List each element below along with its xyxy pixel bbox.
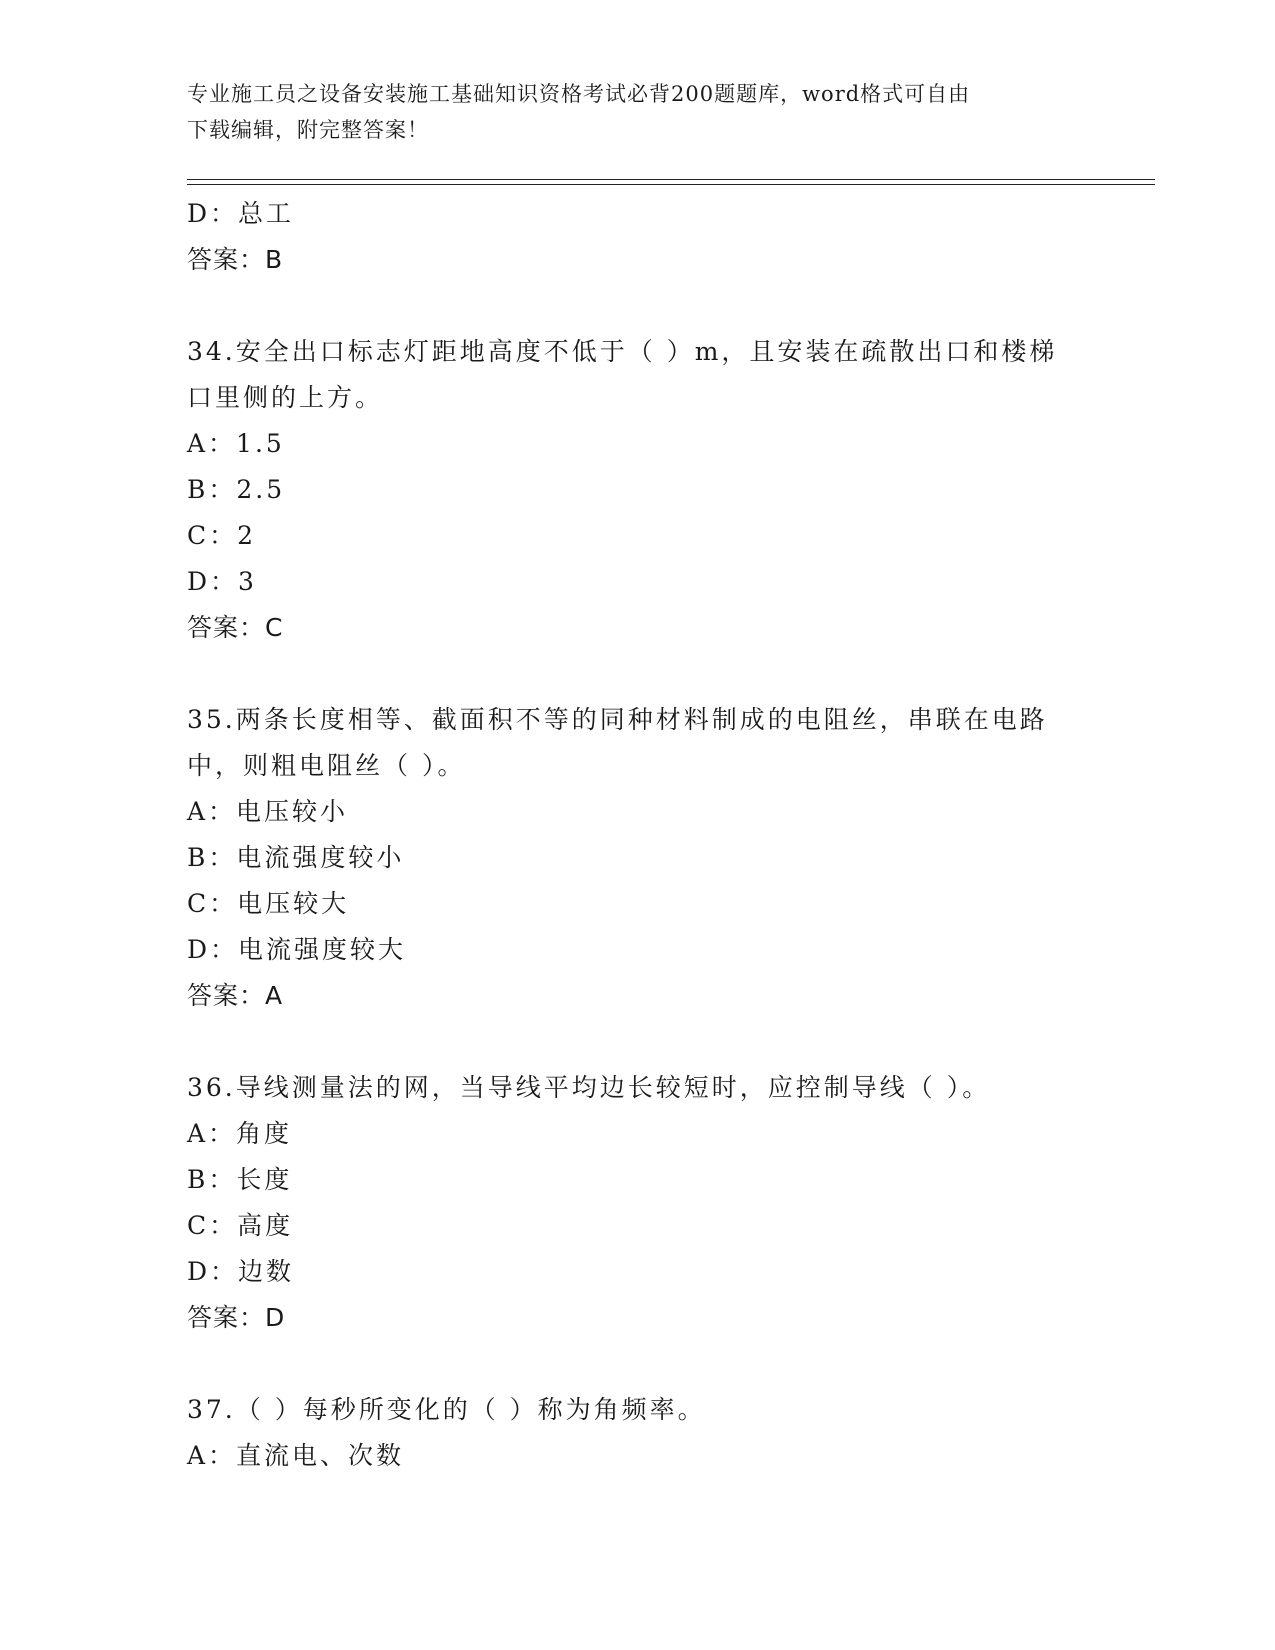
question-35	[187, 697, 1087, 1019]
option-b: B：长度	[187, 1165, 293, 1194]
option-b: B：2.5	[187, 475, 286, 504]
question-stem-cont: 口里侧的上方。	[187, 383, 384, 412]
option-a: A：电压较小	[187, 797, 349, 826]
header-rule-bottom	[187, 184, 1155, 185]
question-37	[187, 1387, 1087, 1479]
header-line-2: 下载编辑，附完整答案！	[187, 118, 429, 142]
option-a: A：直流电、次数	[187, 1441, 405, 1470]
question-stem: 35.两条长度相等、截面积不等的同种材料制成的电阻丝，串联在电路	[187, 705, 1048, 734]
question-stem: 34.安全出口标志灯距地高度不低于（ ）m，且安装在疏散出口和楼梯	[187, 337, 1058, 366]
prev-answer: 答案：B	[187, 245, 284, 274]
header-line-1: 专业施工员之设备安装施工基础知识资格考试必背200题题库，word格式可自由	[187, 82, 971, 106]
option-d: D：电流强度较大	[187, 935, 407, 964]
option-b: B：电流强度较小	[187, 843, 405, 872]
header-rule-top	[187, 179, 1155, 180]
question-36	[187, 1065, 1087, 1341]
question-34	[187, 329, 1087, 651]
spacer	[187, 283, 1087, 329]
option-d: D：3	[187, 567, 257, 596]
option-c: C：高度	[187, 1211, 294, 1240]
answer: 答案：A	[187, 981, 284, 1010]
option-c: C：2	[187, 521, 257, 550]
option-d: D：边数	[187, 1257, 295, 1286]
option-a: A：1.5	[187, 429, 285, 458]
spacer	[187, 1019, 1087, 1065]
option-c: C：电压较大	[187, 889, 350, 918]
answer: 答案：C	[187, 613, 284, 642]
question-stem-cont: 中，则粗电阻丝（ ）。	[187, 751, 466, 780]
spacer	[187, 651, 1087, 697]
answer: 答案：D	[187, 1303, 286, 1332]
question-stem: 36.导线测量法的网，当导线平均边长较短时，应控制导线（ ）。	[187, 1073, 991, 1102]
prev-option-d: D：总工	[187, 199, 295, 228]
question-stem: 37.（ ）每秒所变化的（ ）称为角频率。	[187, 1395, 706, 1424]
spacer	[187, 1341, 1087, 1387]
question-list	[187, 191, 1087, 1479]
option-a: A：角度	[187, 1119, 293, 1148]
document-header	[187, 76, 1087, 148]
